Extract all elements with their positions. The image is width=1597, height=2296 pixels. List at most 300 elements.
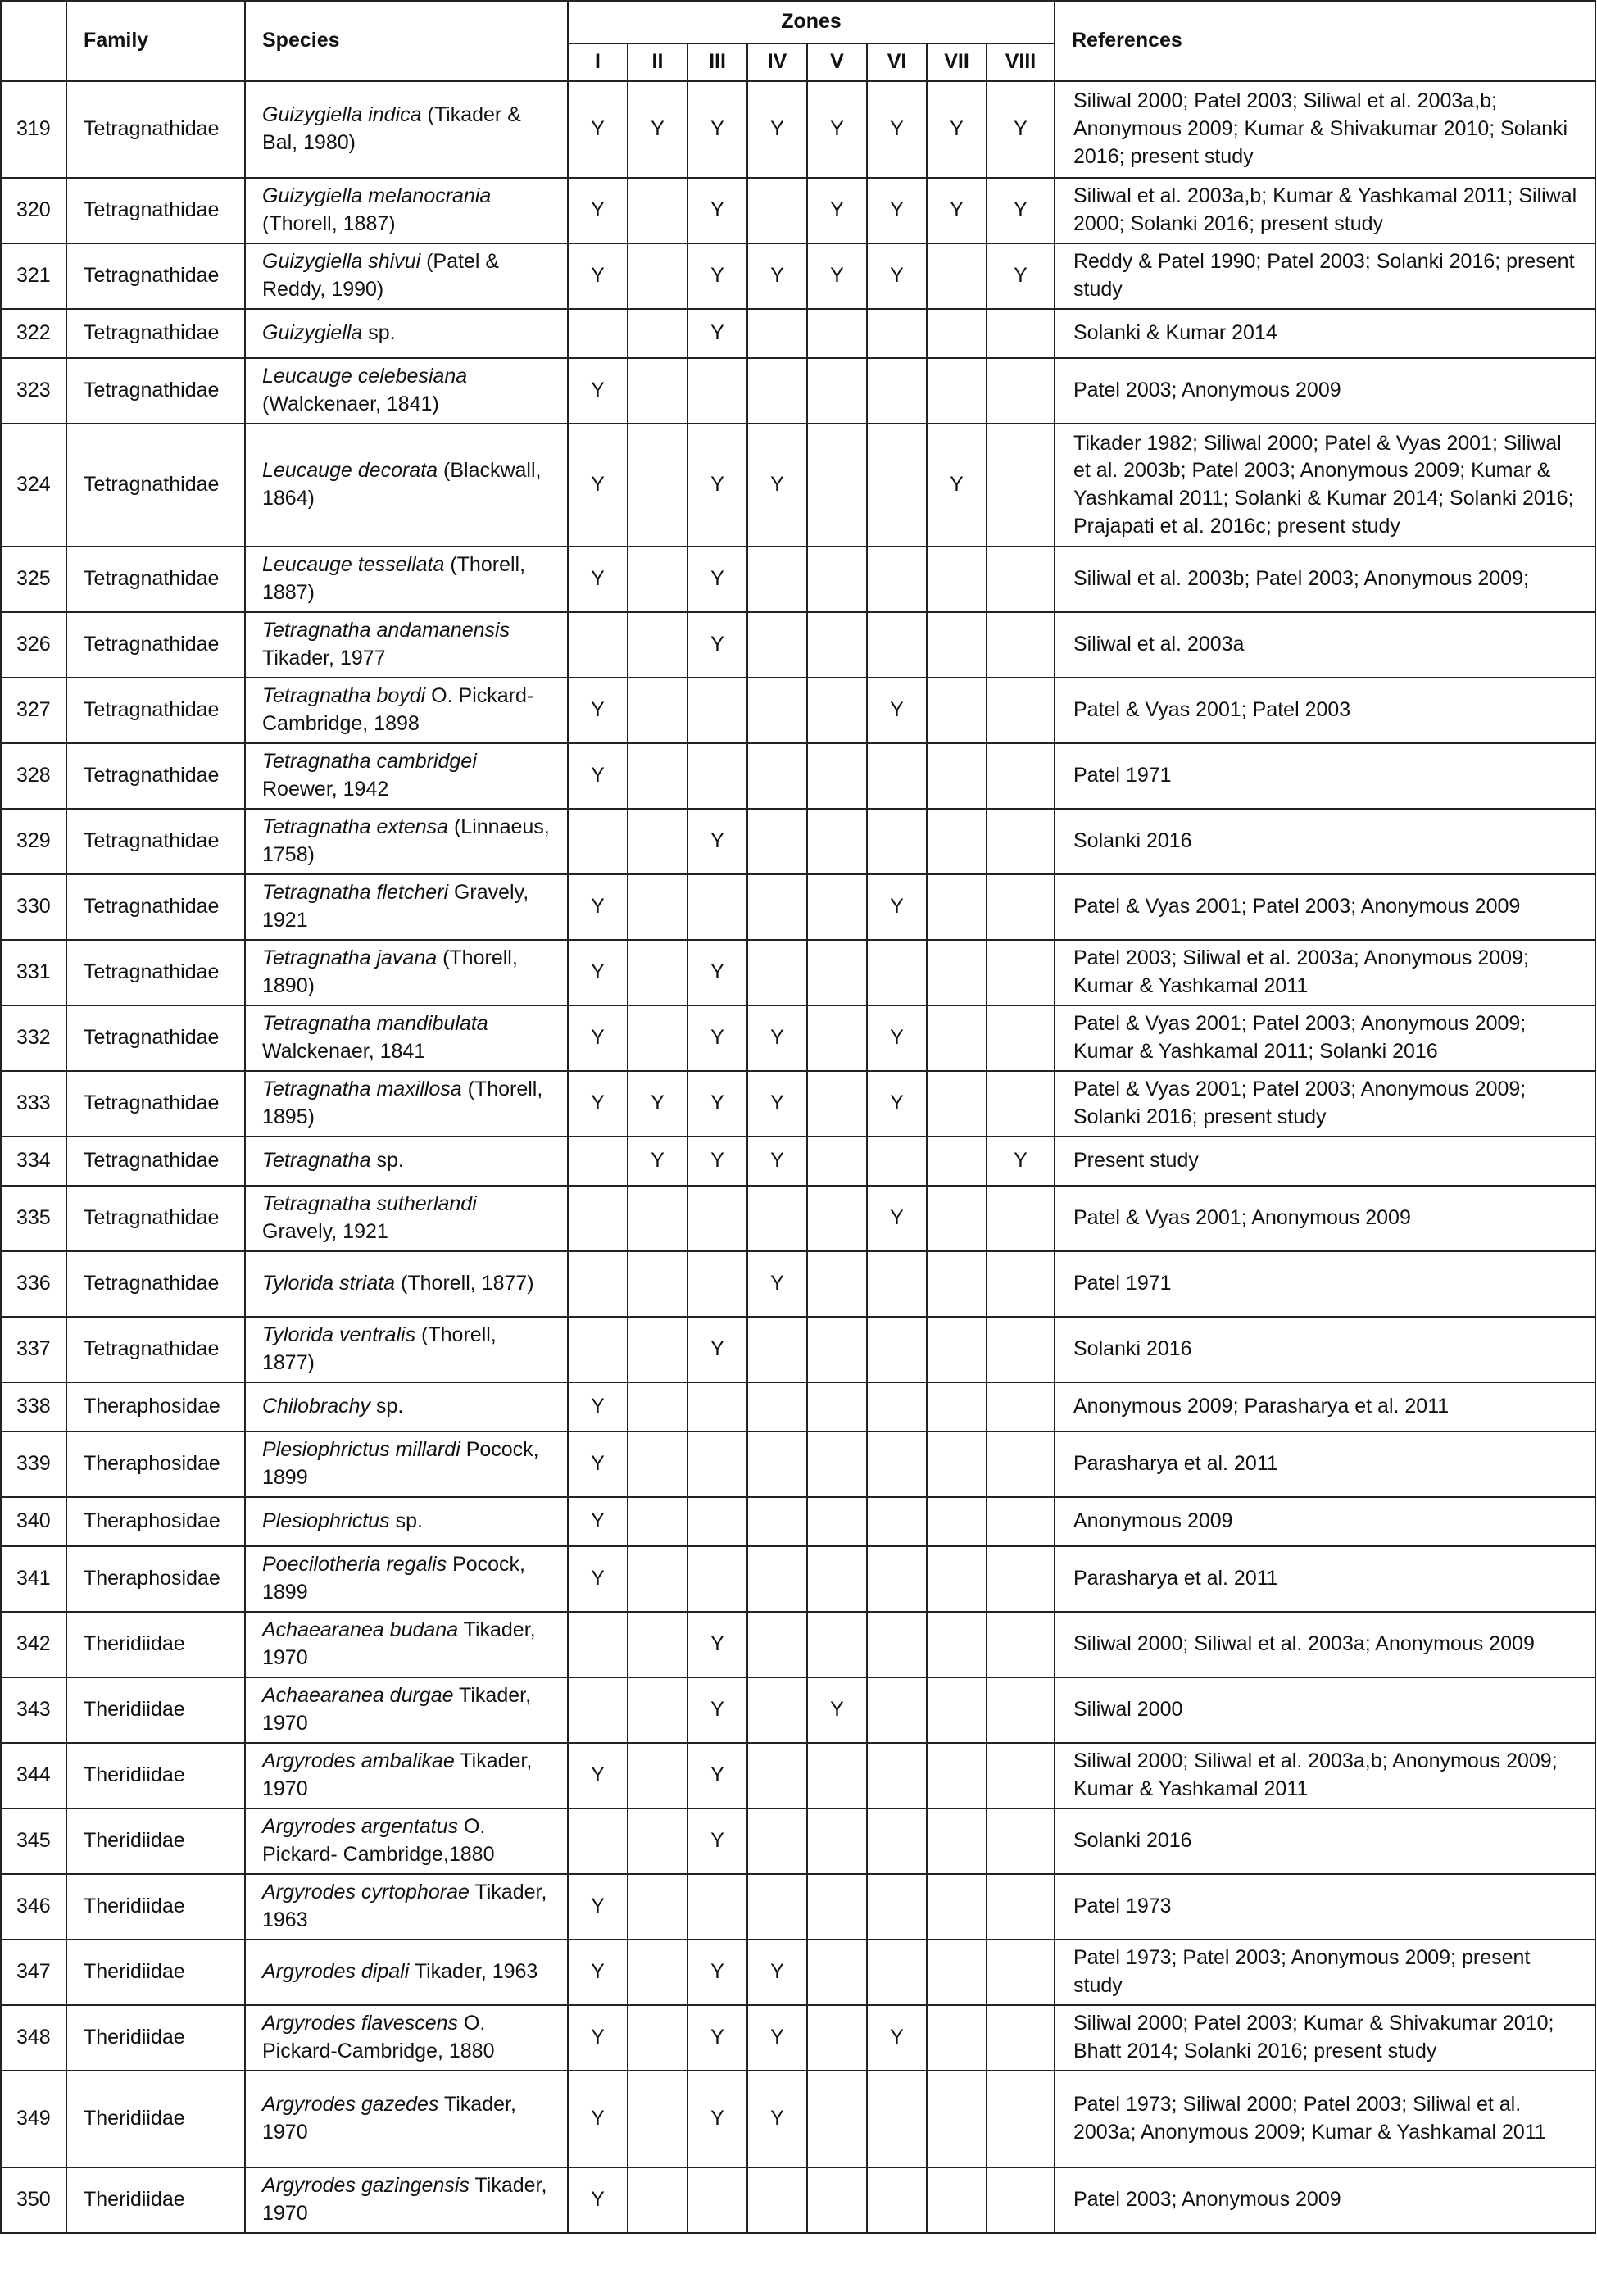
row-number: 337 bbox=[1, 1317, 66, 1382]
zone-cell: Y bbox=[687, 1071, 747, 1137]
zone-cell bbox=[987, 1612, 1055, 1677]
species-cell bbox=[245, 1005, 568, 1071]
references-cell: Patel 1971 bbox=[1055, 743, 1595, 809]
references-cell: Siliwal et al. 2003a,b; Kumar & Yashkamal 2011; Siliwal 2000; Solanki 2016; present study bbox=[1055, 178, 1595, 243]
row-number: 344 bbox=[1, 1743, 66, 1808]
zone-cell: Y bbox=[987, 243, 1055, 309]
family-cell: Theridiidae bbox=[66, 1808, 245, 1874]
zone-cell: Y bbox=[568, 1546, 628, 1612]
zone-cell bbox=[628, 678, 687, 743]
zone-cell bbox=[867, 1432, 927, 1497]
zone-cell bbox=[807, 1612, 867, 1677]
references-cell: Siliwal 2000; Patel 2003; Siliwal et al. 2003a,b; Anonymous 2009; Kumar & Shivakumar 2010; Solanki 2016; present study bbox=[1055, 81, 1595, 178]
zone-cell bbox=[927, 243, 987, 309]
species-authority: Tikader, 1963 bbox=[262, 1881, 553, 1931]
zone-cell bbox=[747, 874, 807, 940]
zone-cell bbox=[987, 1940, 1055, 2005]
species-cell bbox=[245, 1808, 568, 1874]
zone-cell bbox=[568, 1186, 628, 1251]
zone-cell bbox=[628, 2005, 687, 2071]
zone-header-iii: III bbox=[687, 43, 747, 81]
species-genus-name: Tetragnatha extensa bbox=[262, 815, 449, 839]
zone-cell bbox=[747, 1317, 807, 1382]
species-cell bbox=[245, 1251, 568, 1317]
zone-cell bbox=[628, 743, 687, 809]
references-cell: Siliwal 2000 bbox=[1055, 1677, 1595, 1743]
zone-cell bbox=[687, 1497, 747, 1546]
row-number: 346 bbox=[1, 1874, 66, 1940]
zone-cell: Y bbox=[687, 309, 747, 358]
zone-cell: Y bbox=[687, 1940, 747, 2005]
species-cell bbox=[245, 678, 568, 743]
zone-cell: Y bbox=[867, 178, 927, 243]
zone-cell: Y bbox=[568, 743, 628, 809]
species-cell bbox=[245, 1612, 568, 1677]
zone-cell: Y bbox=[687, 1677, 747, 1743]
family-cell: Tetragnathidae bbox=[66, 874, 245, 940]
row-number: 336 bbox=[1, 1251, 66, 1317]
species-cell bbox=[245, 2071, 568, 2167]
zone-cell bbox=[807, 2071, 867, 2167]
species-authority: (Thorell, 1887) bbox=[262, 184, 497, 235]
zone-cell bbox=[927, 1546, 987, 1612]
table-row bbox=[1, 743, 1595, 809]
species-cell bbox=[245, 81, 568, 178]
zone-cell bbox=[807, 678, 867, 743]
references-cell: Siliwal et al. 2003a bbox=[1055, 612, 1595, 678]
zone-cell: Y bbox=[687, 178, 747, 243]
references-column-header: References bbox=[1055, 1, 1595, 81]
table-row bbox=[1, 1874, 1595, 1940]
row-number: 323 bbox=[1, 358, 66, 424]
species-genus-name: Guizygiella melanocrania bbox=[262, 184, 492, 208]
zone-cell bbox=[568, 1612, 628, 1677]
zone-cell bbox=[807, 1382, 867, 1432]
family-cell: Tetragnathidae bbox=[66, 178, 245, 243]
zone-cell bbox=[687, 1251, 747, 1317]
zone-cell bbox=[687, 1874, 747, 1940]
references-cell: Present study bbox=[1055, 1137, 1595, 1186]
zone-cell: Y bbox=[687, 2005, 747, 2071]
references-cell: Patel 2003; Anonymous 2009 bbox=[1055, 2167, 1595, 2233]
species-genus-name: Achaearanea durgae bbox=[262, 1684, 454, 1708]
table-row bbox=[1, 874, 1595, 940]
zone-cell bbox=[807, 874, 867, 940]
species-authority: (Blackwall, 1864) bbox=[262, 459, 547, 510]
species-cell bbox=[245, 1677, 568, 1743]
zone-cell: Y bbox=[987, 178, 1055, 243]
family-cell: Tetragnathidae bbox=[66, 1071, 245, 1137]
zone-cell: Y bbox=[687, 1317, 747, 1382]
species-cell bbox=[245, 612, 568, 678]
family-cell: Theridiidae bbox=[66, 1612, 245, 1677]
zone-cell bbox=[927, 1612, 987, 1677]
zone-cell bbox=[867, 1317, 927, 1382]
table-row bbox=[1, 1186, 1595, 1251]
zone-cell: Y bbox=[747, 2071, 807, 2167]
zone-cell bbox=[807, 1743, 867, 1808]
zone-cell: Y bbox=[568, 1940, 628, 2005]
zone-cell: Y bbox=[568, 1005, 628, 1071]
zone-cell bbox=[867, 612, 927, 678]
references-cell: Patel 1971 bbox=[1055, 1251, 1595, 1317]
zone-cell bbox=[807, 1874, 867, 1940]
zone-cell bbox=[867, 809, 927, 874]
table-row bbox=[1, 243, 1595, 309]
references-cell: Patel & Vyas 2001; Patel 2003; Anonymous 2009 bbox=[1055, 874, 1595, 940]
zones-group-header: Zones bbox=[568, 1, 1055, 43]
zone-cell bbox=[927, 743, 987, 809]
table-row bbox=[1, 809, 1595, 874]
zone-cell bbox=[987, 809, 1055, 874]
zone-cell bbox=[807, 809, 867, 874]
zone-cell bbox=[987, 1808, 1055, 1874]
family-cell: Theridiidae bbox=[66, 1743, 245, 1808]
zone-cell bbox=[807, 547, 867, 612]
zone-cell: Y bbox=[747, 424, 807, 547]
table-row bbox=[1, 1137, 1595, 1186]
family-cell: Theraphosidae bbox=[66, 1497, 245, 1546]
zone-cell: Y bbox=[867, 874, 927, 940]
references-cell: Patel & Vyas 2001; Anonymous 2009 bbox=[1055, 1186, 1595, 1251]
zone-cell bbox=[747, 612, 807, 678]
zone-cell bbox=[927, 2071, 987, 2167]
zone-cell: Y bbox=[747, 1071, 807, 1137]
species-cell bbox=[245, 940, 568, 1005]
zone-cell: Y bbox=[568, 2071, 628, 2167]
zone-cell: Y bbox=[568, 243, 628, 309]
family-cell: Theraphosidae bbox=[66, 1546, 245, 1612]
zone-cell bbox=[568, 309, 628, 358]
zone-cell bbox=[628, 612, 687, 678]
species-authority: (Walckenaer, 1841) bbox=[262, 365, 474, 415]
row-number: 320 bbox=[1, 178, 66, 243]
zone-cell bbox=[807, 1186, 867, 1251]
zone-cell: Y bbox=[628, 81, 687, 178]
zone-cell: Y bbox=[807, 243, 867, 309]
zone-cell bbox=[867, 1743, 927, 1808]
zone-cell: Y bbox=[568, 1382, 628, 1432]
zone-cell bbox=[807, 1317, 867, 1382]
species-authority: O. Pickard-Cambridge, 1898 bbox=[262, 684, 534, 735]
zone-cell bbox=[867, 358, 927, 424]
species-authority: Tikader, 1963 bbox=[409, 1960, 538, 1984]
zone-cell bbox=[867, 1808, 927, 1874]
zone-cell bbox=[927, 612, 987, 678]
zone-cell: Y bbox=[628, 1071, 687, 1137]
zone-cell bbox=[568, 1137, 628, 1186]
table-header bbox=[1, 1, 1595, 81]
species-authority: (Linnaeus, 1758) bbox=[262, 815, 556, 866]
zone-cell bbox=[867, 309, 927, 358]
zone-cell bbox=[927, 809, 987, 874]
zone-cell: Y bbox=[687, 1005, 747, 1071]
zone-cell bbox=[687, 1186, 747, 1251]
references-cell: Patel 1973; Patel 2003; Anonymous 2009; present study bbox=[1055, 1940, 1595, 2005]
table-row bbox=[1, 1808, 1595, 1874]
zone-cell: Y bbox=[568, 874, 628, 940]
zone-header-iv: IV bbox=[747, 43, 807, 81]
zone-cell: Y bbox=[927, 424, 987, 547]
family-cell: Theridiidae bbox=[66, 1940, 245, 2005]
zone-cell: Y bbox=[747, 2005, 807, 2071]
family-cell: Tetragnathidae bbox=[66, 940, 245, 1005]
zone-cell bbox=[747, 1743, 807, 1808]
row-number: 339 bbox=[1, 1432, 66, 1497]
zone-cell bbox=[927, 1497, 987, 1546]
row-number: 334 bbox=[1, 1137, 66, 1186]
zone-cell bbox=[747, 1874, 807, 1940]
species-cell bbox=[245, 309, 568, 358]
zone-cell bbox=[807, 1005, 867, 1071]
row-number: 343 bbox=[1, 1677, 66, 1743]
zone-cell bbox=[568, 1251, 628, 1317]
zone-cell bbox=[927, 874, 987, 940]
zone-cell bbox=[927, 1137, 987, 1186]
zone-cell bbox=[807, 612, 867, 678]
row-number: 348 bbox=[1, 2005, 66, 2071]
species-column-header: Species bbox=[245, 1, 568, 81]
zone-cell bbox=[807, 1137, 867, 1186]
zone-cell: Y bbox=[747, 81, 807, 178]
zone-cell bbox=[628, 940, 687, 1005]
zone-cell bbox=[628, 1382, 687, 1432]
zone-cell bbox=[987, 2071, 1055, 2167]
family-cell: Theraphosidae bbox=[66, 1432, 245, 1497]
references-cell: Siliwal 2000; Patel 2003; Kumar & Shivakumar 2010; Bhatt 2014; Solanki 2016; present study bbox=[1055, 2005, 1595, 2071]
zone-cell: Y bbox=[628, 1137, 687, 1186]
zone-cell bbox=[807, 940, 867, 1005]
zone-cell bbox=[628, 874, 687, 940]
zone-cell bbox=[927, 1874, 987, 1940]
zone-cell bbox=[807, 1432, 867, 1497]
row-number: 341 bbox=[1, 1546, 66, 1612]
species-cell bbox=[245, 547, 568, 612]
species-authority: Tikader, 1970 bbox=[262, 1684, 537, 1735]
row-number: 350 bbox=[1, 2167, 66, 2233]
species-authority: Roewer, 1942 bbox=[262, 750, 483, 801]
references-cell: Siliwal et al. 2003b; Patel 2003; Anonymous 2009; bbox=[1055, 547, 1595, 612]
table-row bbox=[1, 1497, 1595, 1546]
zone-cell: Y bbox=[867, 1071, 927, 1137]
family-cell: Theraphosidae bbox=[66, 1382, 245, 1432]
zone-cell bbox=[628, 424, 687, 547]
row-number: 335 bbox=[1, 1186, 66, 1251]
zone-cell bbox=[987, 2167, 1055, 2233]
zone-cell bbox=[628, 1497, 687, 1546]
species-cell bbox=[245, 1432, 568, 1497]
zone-cell: Y bbox=[568, 678, 628, 743]
zone-cell bbox=[987, 1317, 1055, 1382]
zone-cell bbox=[987, 2005, 1055, 2071]
zone-cell: Y bbox=[867, 243, 927, 309]
species-cell bbox=[245, 358, 568, 424]
zone-cell bbox=[568, 1317, 628, 1382]
species-authority: (Thorell, 1877) bbox=[395, 1272, 534, 1295]
zone-cell bbox=[927, 940, 987, 1005]
zone-cell bbox=[987, 1382, 1055, 1432]
family-cell: Theridiidae bbox=[66, 1677, 245, 1743]
zone-cell bbox=[927, 1186, 987, 1251]
zone-cell bbox=[747, 309, 807, 358]
zone-cell bbox=[867, 1251, 927, 1317]
zone-cell bbox=[987, 1677, 1055, 1743]
row-number: 349 bbox=[1, 2071, 66, 2167]
zone-cell: Y bbox=[687, 547, 747, 612]
species-genus-name: Poecilotheria regalis bbox=[262, 1553, 447, 1577]
table-row bbox=[1, 547, 1595, 612]
row-number: 338 bbox=[1, 1382, 66, 1432]
zone-cell bbox=[628, 1677, 687, 1743]
zone-cell: Y bbox=[568, 424, 628, 547]
zone-cell bbox=[687, 2167, 747, 2233]
species-authority: Pocock, 1899 bbox=[262, 1553, 531, 1604]
species-genus-name: Tetragnatha andamanensis bbox=[262, 619, 510, 642]
zone-cell: Y bbox=[747, 1137, 807, 1186]
zone-cell bbox=[628, 1546, 687, 1612]
species-authority: Walckenaer, 1841 bbox=[262, 1012, 494, 1063]
table-row bbox=[1, 1382, 1595, 1432]
zone-cell bbox=[628, 1743, 687, 1808]
zone-cell: Y bbox=[568, 2005, 628, 2071]
zone-cell: Y bbox=[568, 81, 628, 178]
zone-cell bbox=[987, 678, 1055, 743]
species-genus-name: Tetragnatha bbox=[262, 1149, 371, 1173]
row-number: 325 bbox=[1, 547, 66, 612]
table-row bbox=[1, 1317, 1595, 1382]
zone-cell bbox=[987, 1546, 1055, 1612]
species-cell bbox=[245, 424, 568, 547]
family-cell: Tetragnathidae bbox=[66, 81, 245, 178]
zone-cell bbox=[628, 1251, 687, 1317]
zone-cell bbox=[687, 358, 747, 424]
references-cell: Tikader 1982; Siliwal 2000; Patel & Vyas 2001; Siliwal et al. 2003b; Patel 2003; Anonymous 2009; Kumar & Yashkamal 2011; Solanki & Kumar 2014; Solanki 2016; Prajapati et al. 2016c; present study bbox=[1055, 424, 1595, 547]
zone-cell: Y bbox=[687, 81, 747, 178]
zone-cell bbox=[987, 612, 1055, 678]
zone-header-i: I bbox=[568, 43, 628, 81]
zone-cell bbox=[747, 547, 807, 612]
zone-cell bbox=[687, 1546, 747, 1612]
zone-cell bbox=[747, 1677, 807, 1743]
zone-header-v: V bbox=[807, 43, 867, 81]
species-authority: sp. bbox=[389, 1509, 423, 1533]
species-genus-name: Leucauge decorata bbox=[262, 459, 438, 483]
zone-cell bbox=[927, 1743, 987, 1808]
species-genus-name: Achaearanea budana bbox=[262, 1618, 459, 1642]
zone-cell: Y bbox=[568, 358, 628, 424]
references-cell: Solanki 2016 bbox=[1055, 809, 1595, 874]
table-row bbox=[1, 678, 1595, 743]
zone-cell bbox=[628, 1808, 687, 1874]
family-cell: Tetragnathidae bbox=[66, 309, 245, 358]
zone-cell: Y bbox=[687, 1743, 747, 1808]
zone-cell: Y bbox=[687, 612, 747, 678]
zone-cell: Y bbox=[568, 1432, 628, 1497]
zone-cell bbox=[867, 1677, 927, 1743]
references-cell: Anonymous 2009 bbox=[1055, 1497, 1595, 1546]
species-cell bbox=[245, 809, 568, 874]
references-cell: Patel 2003; Siliwal et al. 2003a; Anonymous 2009; Kumar & Yashkamal 2011 bbox=[1055, 940, 1595, 1005]
zone-cell bbox=[568, 809, 628, 874]
zone-cell bbox=[628, 309, 687, 358]
references-cell: Solanki 2016 bbox=[1055, 1808, 1595, 1874]
row-number: 324 bbox=[1, 424, 66, 547]
species-authority: Tikader, 1970 bbox=[262, 1749, 538, 1800]
zone-cell: Y bbox=[568, 1743, 628, 1808]
zone-cell: Y bbox=[987, 81, 1055, 178]
zone-cell: Y bbox=[747, 1005, 807, 1071]
table-row bbox=[1, 424, 1595, 547]
zone-cell bbox=[927, 1677, 987, 1743]
zone-cell bbox=[987, 424, 1055, 547]
table-row bbox=[1, 1743, 1595, 1808]
zone-cell bbox=[628, 178, 687, 243]
species-authority: O. Pickard-Cambridge, 1880 bbox=[262, 2012, 495, 2062]
species-genus-name: Tylorida striata bbox=[262, 1272, 396, 1295]
species-cell bbox=[245, 1546, 568, 1612]
zone-cell bbox=[927, 1251, 987, 1317]
zone-cell: Y bbox=[867, 1005, 927, 1071]
zone-cell bbox=[867, 743, 927, 809]
zone-cell: Y bbox=[687, 1137, 747, 1186]
table-row bbox=[1, 612, 1595, 678]
zone-cell bbox=[807, 2167, 867, 2233]
family-cell: Tetragnathidae bbox=[66, 1317, 245, 1382]
zone-cell bbox=[987, 358, 1055, 424]
zone-cell bbox=[628, 1317, 687, 1382]
zone-cell: Y bbox=[568, 547, 628, 612]
species-authority: sp. bbox=[362, 321, 396, 345]
zone-cell bbox=[628, 547, 687, 612]
zone-cell bbox=[807, 309, 867, 358]
zone-cell: Y bbox=[687, 243, 747, 309]
species-authority: Tikader, 1970 bbox=[262, 1618, 542, 1669]
zone-cell: Y bbox=[568, 1071, 628, 1137]
species-cell bbox=[245, 1940, 568, 2005]
row-number: 340 bbox=[1, 1497, 66, 1546]
zone-cell bbox=[807, 358, 867, 424]
references-cell: Patel & Vyas 2001; Patel 2003; Anonymous 2009; Kumar & Yashkamal 2011; Solanki 2016 bbox=[1055, 1005, 1595, 1071]
species-authority: Gravely, 1921 bbox=[262, 1192, 483, 1243]
zone-cell bbox=[628, 1005, 687, 1071]
species-cell bbox=[245, 743, 568, 809]
zone-cell bbox=[747, 743, 807, 809]
zone-cell bbox=[867, 1497, 927, 1546]
species-genus-name: Guizygiella indica bbox=[262, 103, 422, 127]
zone-cell bbox=[867, 940, 927, 1005]
zone-cell bbox=[807, 743, 867, 809]
species-genus-name: Tetragnatha fletcheri bbox=[262, 881, 449, 905]
row-number: 347 bbox=[1, 1940, 66, 2005]
zone-cell bbox=[987, 1251, 1055, 1317]
species-genus-name: Argyrodes dipali bbox=[262, 1960, 410, 1984]
zone-cell: Y bbox=[867, 2005, 927, 2071]
family-cell: Tetragnathidae bbox=[66, 547, 245, 612]
references-cell: Solanki 2016 bbox=[1055, 1317, 1595, 1382]
zone-cell bbox=[628, 1940, 687, 2005]
species-cell bbox=[245, 1071, 568, 1137]
row-number: 332 bbox=[1, 1005, 66, 1071]
zone-cell bbox=[628, 2167, 687, 2233]
zone-cell bbox=[867, 1612, 927, 1677]
zone-cell bbox=[747, 1186, 807, 1251]
zone-header-ii: II bbox=[628, 43, 687, 81]
zone-cell: Y bbox=[867, 81, 927, 178]
zone-cell: Y bbox=[807, 178, 867, 243]
species-genus-name: Chilobrachy bbox=[262, 1395, 371, 1418]
zone-cell: Y bbox=[568, 1874, 628, 1940]
species-authority: sp. bbox=[370, 1149, 404, 1173]
